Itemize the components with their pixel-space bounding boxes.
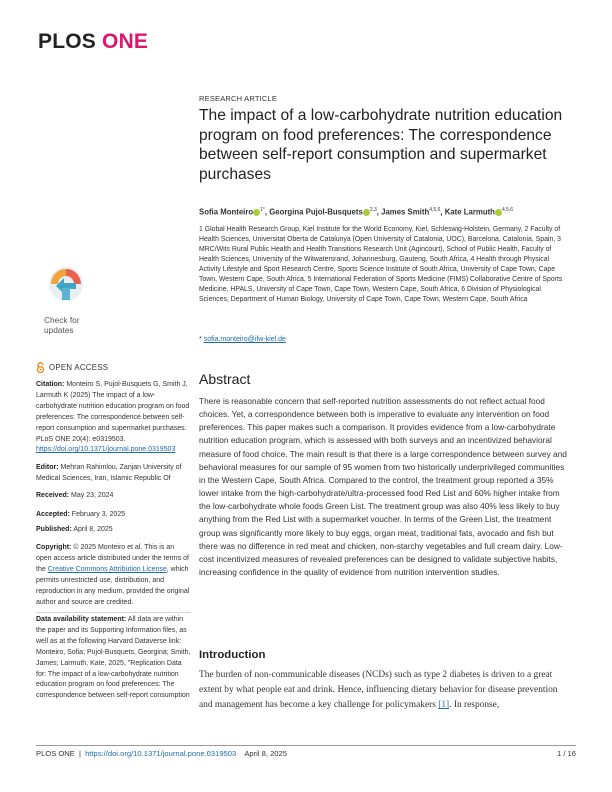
intro-tail: . In response, <box>449 700 500 710</box>
page-number: 1 / 16 <box>557 749 576 758</box>
footer-separator: | <box>78 749 81 758</box>
author-affiliation-marks: 1* <box>260 207 265 213</box>
abstract-body: There is reasonable concern that self-reported nutrition assessments do not reflect actual food choices. Yet, a correspondence between both is imperative to evaluate any intervention on food preferences. This paper makes such a comparison. It provides evidence from a low-carbohydrate nutrition education program, which is assessed with both surveys and an incentivized behavioral measure of food choice. The main result is that there is a large correspondence between survey and behavioral measures for our sample of 95 women from two historically underprivileged communities in the Western Cape, South Africa. Compared to the control, the treatment group reported a 35% lower intake from the high-carbohydrate/ultra-processed food Red List and 60% higher intake from the low-carbohydrate whole foods Green List. The treatment group was also 40% less likely to buy anything from the Red List with a supermarket voucher. In terms of the Green List, the treatment group was significantly more likely to buy eggs, organ meat, traditional fats, avocado and fish but there was no difference in red meat and chicken, non-starchy vegetables and full cream dairy. Low-cost incentivized measures of revealed preferences can be designed to validate subjective habits, increasing confidence in the quality of evidence from nutrition intervention studies. <box>199 396 567 578</box>
footer-date: April 8, 2025 <box>244 749 287 758</box>
author-name: Kate Larmuth <box>444 207 495 217</box>
accepted-date: February 3, 2025 <box>71 511 126 518</box>
author-separator: , <box>264 207 270 217</box>
author-name: James Smith <box>381 207 430 217</box>
check-for-updates[interactable] <box>36 258 191 335</box>
intro-text: The burden of non-communicable diseases (NCDs) such as type 2 diabetes is driven to a great extent by what people eat and drink. Hence, influencing dietary behavior for disease prevention and management has become a key challenge for policymakers <box>199 670 558 710</box>
published-label: Published: <box>36 526 72 533</box>
reference-link[interactable]: [1] <box>438 700 450 710</box>
journal-logo <box>38 30 148 54</box>
citation-doi-link[interactable]: https://doi.org/10.1371/journal.pone.0319503 <box>36 446 176 454</box>
accepted-label: Accepted: <box>36 511 70 518</box>
copyright-text-tail: , which permits unrestricted use, distribution, and reproduction in any medium, provided the original author and source are credited. <box>36 565 190 606</box>
footer-doi-link[interactable]: https://doi.org/10.1371/journal.pone.0319503 <box>85 749 237 758</box>
sidebar-divider <box>36 612 191 613</box>
introduction-body <box>199 668 571 713</box>
open-access-label: OPEN ACCESS <box>49 363 109 372</box>
abstract-heading: Abstract <box>199 371 251 387</box>
corresponding-author <box>199 336 571 343</box>
license-link[interactable]: Creative Commons Attribution License <box>47 565 167 573</box>
editor <box>36 463 191 485</box>
citation-label: Citation: <box>36 381 65 388</box>
citation <box>36 380 191 456</box>
logo-plos: PLOS <box>38 30 96 53</box>
editor-label: Editor: <box>36 464 59 471</box>
article-type: RESEARCH ARTICLE <box>199 94 278 103</box>
received-date: May 23, 2024 <box>71 492 114 499</box>
check-updates-icon <box>38 258 94 314</box>
author-affiliation-marks: 4,5,6 <box>429 207 441 213</box>
received-label: Received: <box>36 492 70 499</box>
accepted <box>36 510 191 521</box>
check-updates-line2: updates <box>44 324 74 335</box>
introduction-heading: Introduction <box>199 649 266 661</box>
footer-left <box>36 749 287 758</box>
data-availability-text: All data are within the paper and its Supporting Information files, as well as at the following Harvard Dataverse link: Monteiro, Sofia; Pujol-Busquets, Georgina; Smith, James; Larmuth, Kate, 2025, "Replication Data for: The impact of a low-carbohydrate nutrition education program on food preferences: The correspondence between self-report consumption <box>36 616 191 700</box>
author-separator: , <box>440 207 445 217</box>
published <box>36 525 191 536</box>
editor-text: Mehran Rahimlou, Zanjan University of Medical Sciences, Iran, Islamic Republic Of <box>36 464 182 482</box>
article-title: The impact of a low-carbohydrate nutrition education program on food preferences: The correspondence between self-report consumption and supermarket purchases <box>199 107 563 183</box>
footer-journal: PLOS ONE <box>36 749 75 758</box>
logo-one: ONE <box>102 30 149 53</box>
author-name: Georgina Pujol-Busquets <box>269 207 363 217</box>
data-availability <box>36 615 191 702</box>
corresponding-mark: * <box>199 336 202 343</box>
author-name: Sofia Monteiro <box>199 207 254 217</box>
copyright-text: © 2025 Monteiro et al. This is an open access article distributed under the terms of the <box>36 544 189 573</box>
data-availability-label: Data availability statement: <box>36 616 127 623</box>
affiliations: 1 Global Health Research Group, Kiel Institute for the World Economy, Kiel, Schleswig-Holstein, Germany, 2 Faculty of Health Sciences, Universitat Oberta de Catalunya (Open University of Catalonia, UOC), Barcelona, Catalonia, Spain, 3 MRC/Wits Rural Public Health and Health Transitions Research Unit (Agincourt), School of Public Health, Faculty of Health Sciences, University of the Witwatersrand, Johannesburg, Gauteng, South Africa, 4 Health through Physical Activity Lifestyle and Sport Research Centre, Sports Science Institute of South Africa, University of Cape Town, Cape Town, Western Cape, South Africa, 5 International Federation of Sports Medicine (FIMS) Collaborative Centre of Sports Medicine, HPALS, University of Cape Town, Cape Town, Western Cape, South Africa, 6 Division of Physiological Sciences, Department of Human Biology, University of Cape Town, Cape Town, Western Cape, South Africa <box>199 226 563 303</box>
open-access <box>36 362 108 373</box>
orcid-icon[interactable] <box>363 209 370 216</box>
copyright <box>36 543 191 608</box>
author-separator: , <box>376 207 382 217</box>
received <box>36 491 191 502</box>
check-updates-line1: Check for <box>44 315 80 325</box>
open-lock-icon <box>36 362 45 373</box>
orcid-icon[interactable] <box>495 209 502 216</box>
author-affiliation-marks: 4,5,6 <box>501 207 514 213</box>
corresponding-email-link[interactable]: sofia.monteiro@ifw-kiel.de <box>203 336 286 343</box>
author-affiliation-marks: 2,3 <box>369 207 377 213</box>
citation-text: Monteiro S, Pujol-Busquets G, Smith J, Larmuth K (2025) The impact of a low-carbohydrate nutrition education program on food preferences: The correspondence between self-report consumption and supermarket purchases. PLoS ONE 20(4): e0319503. <box>36 381 190 443</box>
copyright-label: Copyright: <box>36 544 72 551</box>
footer-divider <box>36 745 576 746</box>
author-list <box>199 207 571 217</box>
published-date: April 8, 2025 <box>73 526 113 533</box>
